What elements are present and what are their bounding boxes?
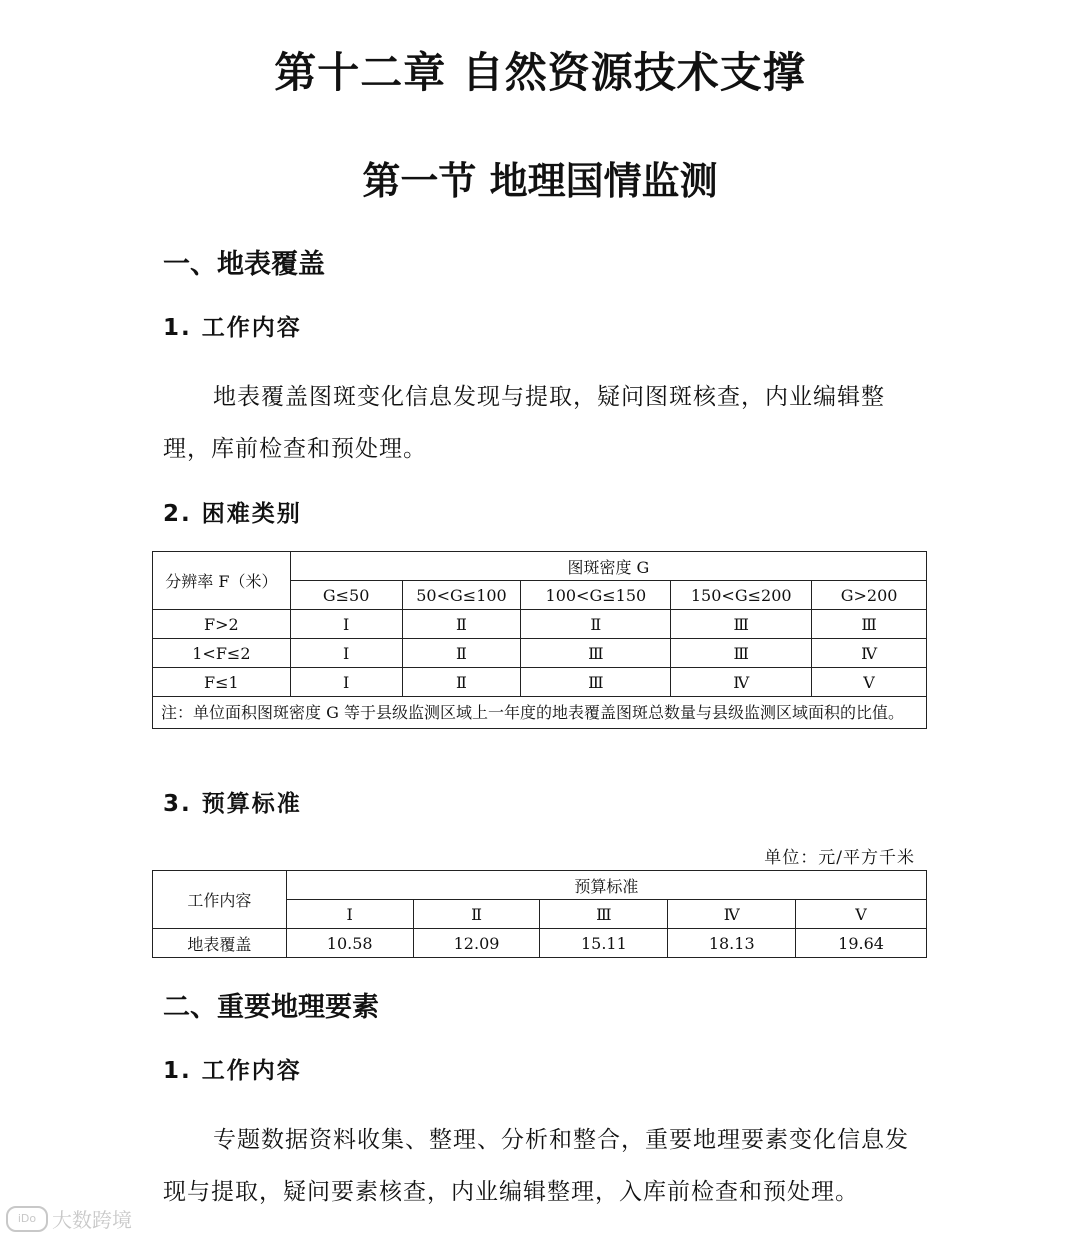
heading-land-cover: 一、地表覆盖 bbox=[163, 249, 325, 280]
chapter-title: 第十二章 自然资源技术支撑 bbox=[274, 48, 806, 97]
table-cell: Ⅲ bbox=[671, 610, 812, 639]
col-header: Ⅴ bbox=[796, 900, 927, 929]
row-label: 1<F≤2 bbox=[153, 639, 291, 668]
table-cell: Ⅴ bbox=[812, 668, 927, 697]
table-row bbox=[153, 668, 927, 697]
budget-table bbox=[152, 870, 927, 958]
table-cell: 10.58 bbox=[286, 929, 413, 958]
col-header: 150<G≤200 bbox=[671, 581, 812, 610]
section-title: 第一节 地理国情监测 bbox=[362, 159, 718, 203]
table-cell: Ⅲ bbox=[521, 668, 671, 697]
heading-important-features: 二、重要地理要素 bbox=[163, 992, 379, 1023]
table-cell: Ⅱ bbox=[402, 639, 521, 668]
col-header: 100<G≤150 bbox=[521, 581, 671, 610]
col-header: G≤50 bbox=[290, 581, 402, 610]
row-header-work-content: 工作内容 bbox=[153, 871, 287, 929]
col-header: G>200 bbox=[812, 581, 927, 610]
watermark bbox=[6, 1204, 132, 1233]
table-cell: Ⅱ bbox=[402, 668, 521, 697]
table-cell: Ⅱ bbox=[402, 610, 521, 639]
table-cell: 19.64 bbox=[796, 929, 927, 958]
table-cell: Ⅱ bbox=[521, 610, 671, 639]
paragraph-features-work: 专题数据资料收集、整理、分析和整合，重要地理要素变化信息发现与提取，疑问要素核查，内业编辑整理，入库前检查和预处理。 bbox=[163, 1127, 909, 1205]
watermark-text: 大数跨境 bbox=[52, 1208, 132, 1232]
table-cell: Ⅲ bbox=[671, 639, 812, 668]
row-label: F>2 bbox=[153, 610, 291, 639]
row-header-resolution: 分辨率 F（米） bbox=[153, 552, 291, 610]
table-cell: Ⅲ bbox=[812, 610, 927, 639]
table-cell: Ⅰ bbox=[290, 668, 402, 697]
table-row bbox=[153, 610, 927, 639]
table-cell: Ⅰ bbox=[290, 610, 402, 639]
col-group-density: 图斑密度 G bbox=[290, 552, 926, 581]
table-note: 注：单位面积图斑密度 G 等于县级监测区域上一年度的地表覆盖图斑总数量与县级监测区域面积的比值。 bbox=[153, 697, 927, 729]
col-header: Ⅰ bbox=[286, 900, 413, 929]
watermark-logo-icon: iDo bbox=[6, 1206, 48, 1232]
table-cell: Ⅰ bbox=[290, 639, 402, 668]
row-label: F≤1 bbox=[153, 668, 291, 697]
table-cell: 18.13 bbox=[668, 929, 796, 958]
paragraph-land-cover-work: 地表覆盖图斑变化信息发现与提取，疑问图斑核查，内业编辑整理，库前检查和预处理。 bbox=[163, 384, 885, 462]
unit-label: 单位：元/平方千米 bbox=[764, 848, 915, 868]
col-header: Ⅳ bbox=[668, 900, 796, 929]
col-group-budget: 预算标准 bbox=[286, 871, 926, 900]
subheading-difficulty-category: 2. 困难类别 bbox=[163, 501, 302, 527]
table-cell: Ⅳ bbox=[671, 668, 812, 697]
col-header: 50<G≤100 bbox=[402, 581, 521, 610]
difficulty-table bbox=[152, 551, 927, 729]
table-row bbox=[153, 929, 927, 958]
subheading-budget-standard: 3. 预算标准 bbox=[163, 791, 302, 817]
table-cell: 12.09 bbox=[413, 929, 540, 958]
col-header: Ⅱ bbox=[413, 900, 540, 929]
table-row bbox=[153, 639, 927, 668]
table-cell: Ⅳ bbox=[812, 639, 927, 668]
table-cell: 15.11 bbox=[540, 929, 668, 958]
col-header: Ⅲ bbox=[540, 900, 668, 929]
table-cell: Ⅲ bbox=[521, 639, 671, 668]
subheading-work-content-2: 1. 工作内容 bbox=[163, 1058, 302, 1084]
subheading-work-content: 1. 工作内容 bbox=[163, 315, 302, 341]
row-label: 地表覆盖 bbox=[153, 929, 287, 958]
